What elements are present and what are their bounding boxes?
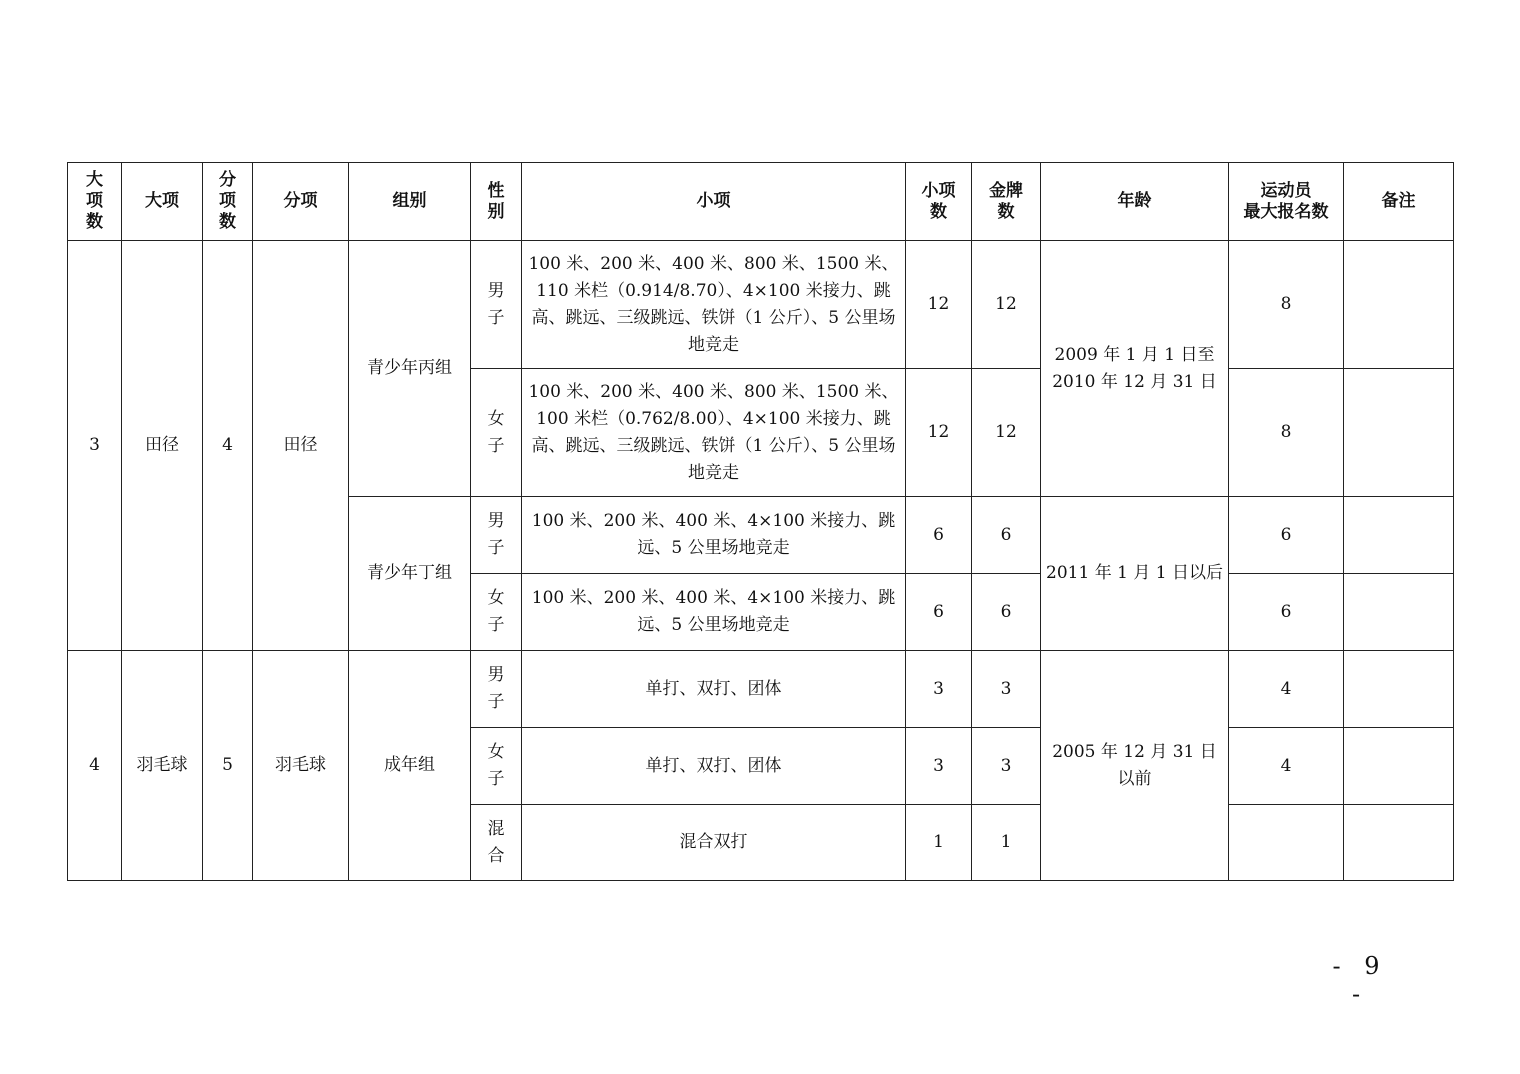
table-row [68, 241, 1454, 369]
sub-cell: 羽毛球 [253, 651, 349, 881]
max-entries-cell: 6 [1229, 574, 1344, 651]
max-entries-cell: 8 [1229, 369, 1344, 497]
major-count-cell: 3 [68, 241, 122, 651]
medal-count-cell: 3 [972, 728, 1041, 805]
major-cell: 羽毛球 [122, 651, 203, 881]
header-medal-count: 金牌数 [972, 163, 1041, 241]
gender-cell: 女子 [471, 728, 522, 805]
gender-cell: 男子 [471, 497, 522, 574]
max-entries-cell [1229, 805, 1344, 881]
item-count-cell: 6 [906, 574, 972, 651]
group-cell: 青少年丙组 [349, 241, 471, 497]
header-major-count: 大项数 [68, 163, 122, 241]
header-max-entries [1229, 163, 1344, 241]
header-group: 组别 [349, 163, 471, 241]
medal-count-cell: 12 [972, 241, 1041, 369]
medal-count-cell: 6 [972, 574, 1041, 651]
header-major: 大项 [122, 163, 203, 241]
max-entries-cell: 4 [1229, 728, 1344, 805]
medal-count-cell: 12 [972, 369, 1041, 497]
items-cell: 单打、双打、团体 [522, 728, 906, 805]
items-cell: 单打、双打、团体 [522, 651, 906, 728]
header-items: 小项 [522, 163, 906, 241]
header-item-count: 小项数 [906, 163, 972, 241]
remarks-cell [1344, 574, 1454, 651]
items-cell: 100 米、200 米、400 米、800 米、1500 米、110 米栏（0.914/8.70）、4×100 米接力、跳高、跳远、三级跳远、铁饼（1 公斤）、5 公里场地竞走 [522, 241, 906, 369]
header-sub-count: 分项数 [203, 163, 253, 241]
remarks-cell [1344, 728, 1454, 805]
item-count-cell: 3 [906, 728, 972, 805]
remarks-cell [1344, 241, 1454, 369]
header-max-entries-line2: 最大报名数 [1243, 201, 1329, 222]
gender-cell: 男子 [471, 651, 522, 728]
remarks-cell [1344, 369, 1454, 497]
page-number: - 9 - [1332, 952, 1388, 1008]
group-cell: 成年组 [349, 651, 471, 881]
major-cell: 田径 [122, 241, 203, 651]
sub-count-cell: 4 [203, 241, 253, 651]
header-row [68, 163, 1454, 241]
major-count-cell: 4 [68, 651, 122, 881]
sub-count-cell: 5 [203, 651, 253, 881]
medal-count-cell: 3 [972, 651, 1041, 728]
gender-cell: 男子 [471, 241, 522, 369]
max-entries-cell: 8 [1229, 241, 1344, 369]
items-cell: 混合双打 [522, 805, 906, 881]
item-count-cell: 6 [906, 497, 972, 574]
gender-cell: 女子 [471, 369, 522, 497]
medal-count-cell: 6 [972, 497, 1041, 574]
gender-cell: 女子 [471, 574, 522, 651]
gender-cell: 混合 [471, 805, 522, 881]
table-row [68, 651, 1454, 728]
remarks-cell [1344, 805, 1454, 881]
header-max-entries-line1: 运动员 [1260, 180, 1312, 201]
remarks-cell [1344, 497, 1454, 574]
max-entries-cell: 4 [1229, 651, 1344, 728]
item-count-cell: 3 [906, 651, 972, 728]
items-cell: 100 米、200 米、400 米、4×100 米接力、跳远、5 公里场地竞走 [522, 497, 906, 574]
item-count-cell: 12 [906, 241, 972, 369]
header-sub: 分项 [253, 163, 349, 241]
header-age: 年龄 [1041, 163, 1229, 241]
max-entries-cell: 6 [1229, 497, 1344, 574]
medal-count-cell: 1 [972, 805, 1041, 881]
header-remarks: 备注 [1344, 163, 1454, 241]
header-gender: 性别 [471, 163, 522, 241]
items-cell: 100 米、200 米、400 米、4×100 米接力、跳远、5 公里场地竞走 [522, 574, 906, 651]
item-count-cell: 1 [906, 805, 972, 881]
remarks-cell [1344, 651, 1454, 728]
events-table [67, 162, 1454, 881]
items-cell: 100 米、200 米、400 米、800 米、1500 米、100 米栏（0.762/8.00）、4×100 米接力、跳高、跳远、三级跳远、铁饼（1 公斤）、5 公里场地竞走 [522, 369, 906, 497]
sub-cell: 田径 [253, 241, 349, 651]
age-cell: 2009 年 1 月 1 日至 2010 年 12 月 31 日 [1041, 241, 1229, 497]
group-cell: 青少年丁组 [349, 497, 471, 651]
age-cell: 2005 年 12 月 31 日以前 [1041, 651, 1229, 881]
item-count-cell: 12 [906, 369, 972, 497]
age-cell: 2011 年 1 月 1 日以后 [1041, 497, 1229, 651]
